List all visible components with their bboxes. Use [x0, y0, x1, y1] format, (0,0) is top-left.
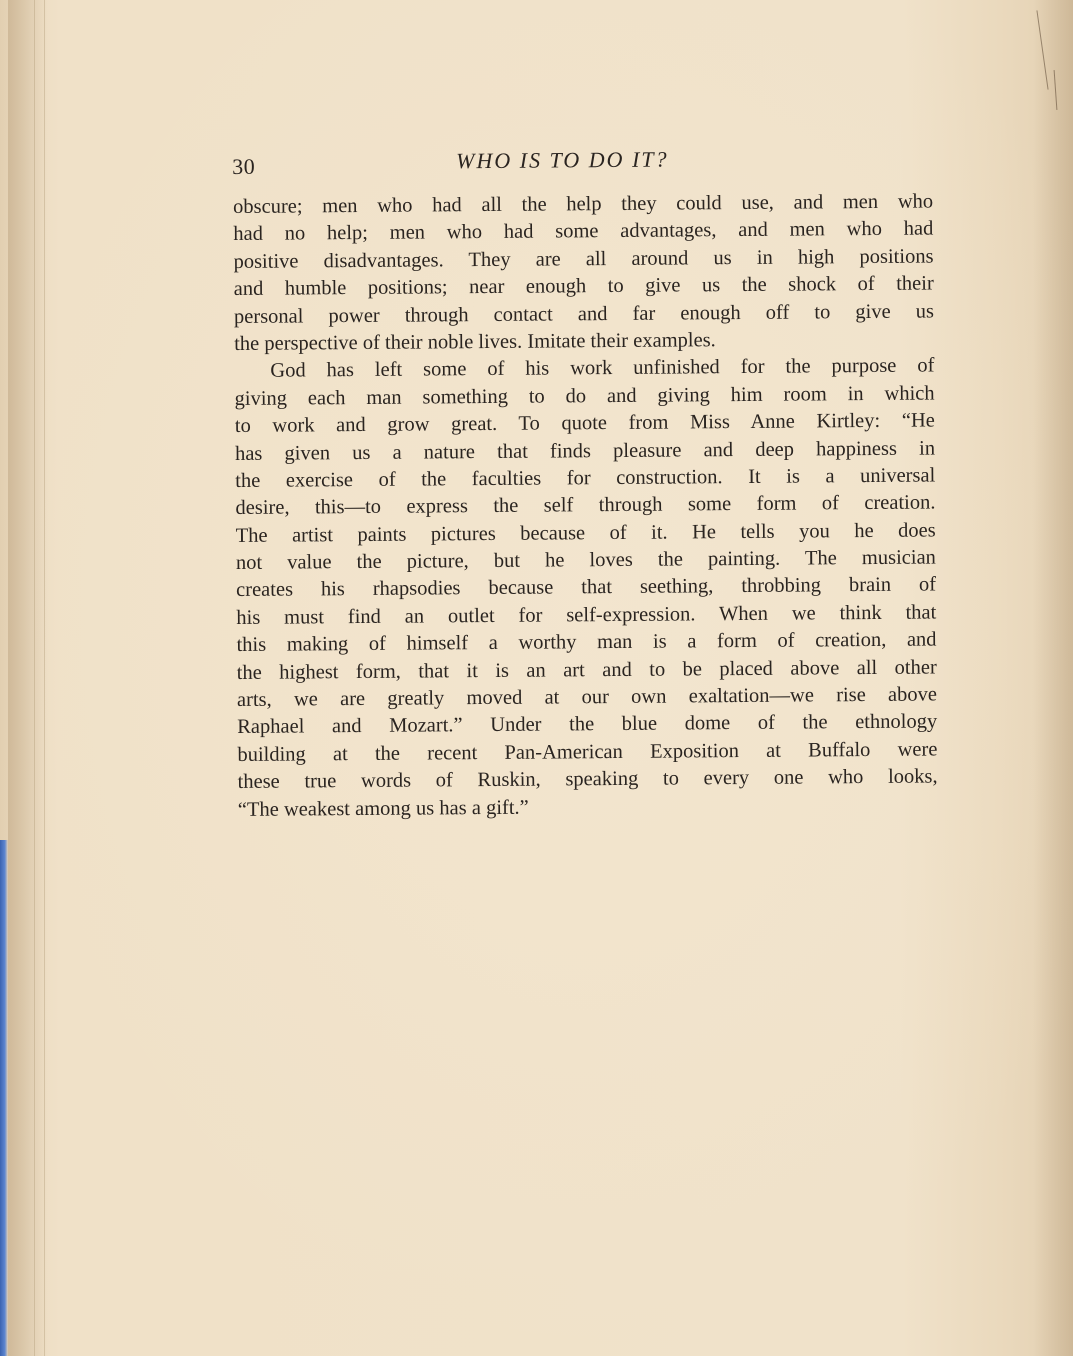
text-line: arts, we are greatly moved at our own exaltation—we rise above: [236, 683, 938, 712]
text-line: desire, this—to express the self through some form of creation.: [235, 491, 936, 520]
running-header: [232, 145, 932, 186]
text-line: to work and grow great. To quote from Miss Anne Kirtley: “He: [234, 409, 935, 438]
text-line: this making of himself a worthy man is a form of creation, and: [236, 628, 937, 657]
page-edge-line: [34, 0, 35, 1356]
page-edge-line: [44, 0, 45, 1356]
text-line: The artist paints pictures because of it. He tells you he does: [235, 519, 936, 547]
text-line: building at the recent Pan-American Exposition at Buffalo were: [237, 738, 938, 766]
book-cover-edge: [0, 840, 8, 1356]
page-number: 30: [232, 153, 256, 179]
text-line: had no help; men who had some advantages, and men who had: [233, 217, 934, 246]
text-line: creates his rhapsodies because that seething, throbbing brain of: [236, 573, 937, 602]
text-line: the exercise of the faculties for construction. It is a universal: [235, 464, 936, 492]
page-gutter-shadow: [8, 0, 48, 1356]
text-line: these true words of Ruskin, speaking to every one who looks,: [237, 765, 938, 794]
text-line: God has left some of his work unfinished for the purpose of: [270, 354, 935, 383]
text-line: Raphael and Mozart.” Under the blue dome of the ethnology: [237, 710, 938, 739]
text-line: the highest form, that it is an art and to be placed above all other: [236, 656, 937, 684]
text-line: the perspective of their noble lives. Imitate their examples.: [234, 329, 716, 355]
text-line: obscure; men who had all the help they could use, and men who: [233, 190, 934, 218]
text-line: has given us a nature that finds pleasure and deep happiness in: [234, 437, 936, 465]
text-line: his must find an outlet for self-expression. When we think that: [236, 601, 937, 629]
text-line: positive disadvantages. They are all around us in high positions: [233, 245, 934, 273]
running-title: WHO IS TO DO IT?: [455, 146, 669, 174]
text-line: personal power through contact and far enough off to give us: [233, 300, 935, 328]
paragraph-2: [234, 353, 938, 824]
text-line: and humble positions; near enough to give us the shock of their: [233, 272, 934, 301]
body-text: [233, 189, 938, 824]
text-line: not value the picture, but he loves the painting. The musician: [235, 546, 936, 575]
page-right-shadow: [1033, 0, 1073, 1356]
paragraph-1: [233, 189, 934, 359]
text-line: giving each man something to do and giving him room in which: [234, 382, 935, 410]
text-line: “The weakest among us has a gift.”: [237, 796, 529, 821]
